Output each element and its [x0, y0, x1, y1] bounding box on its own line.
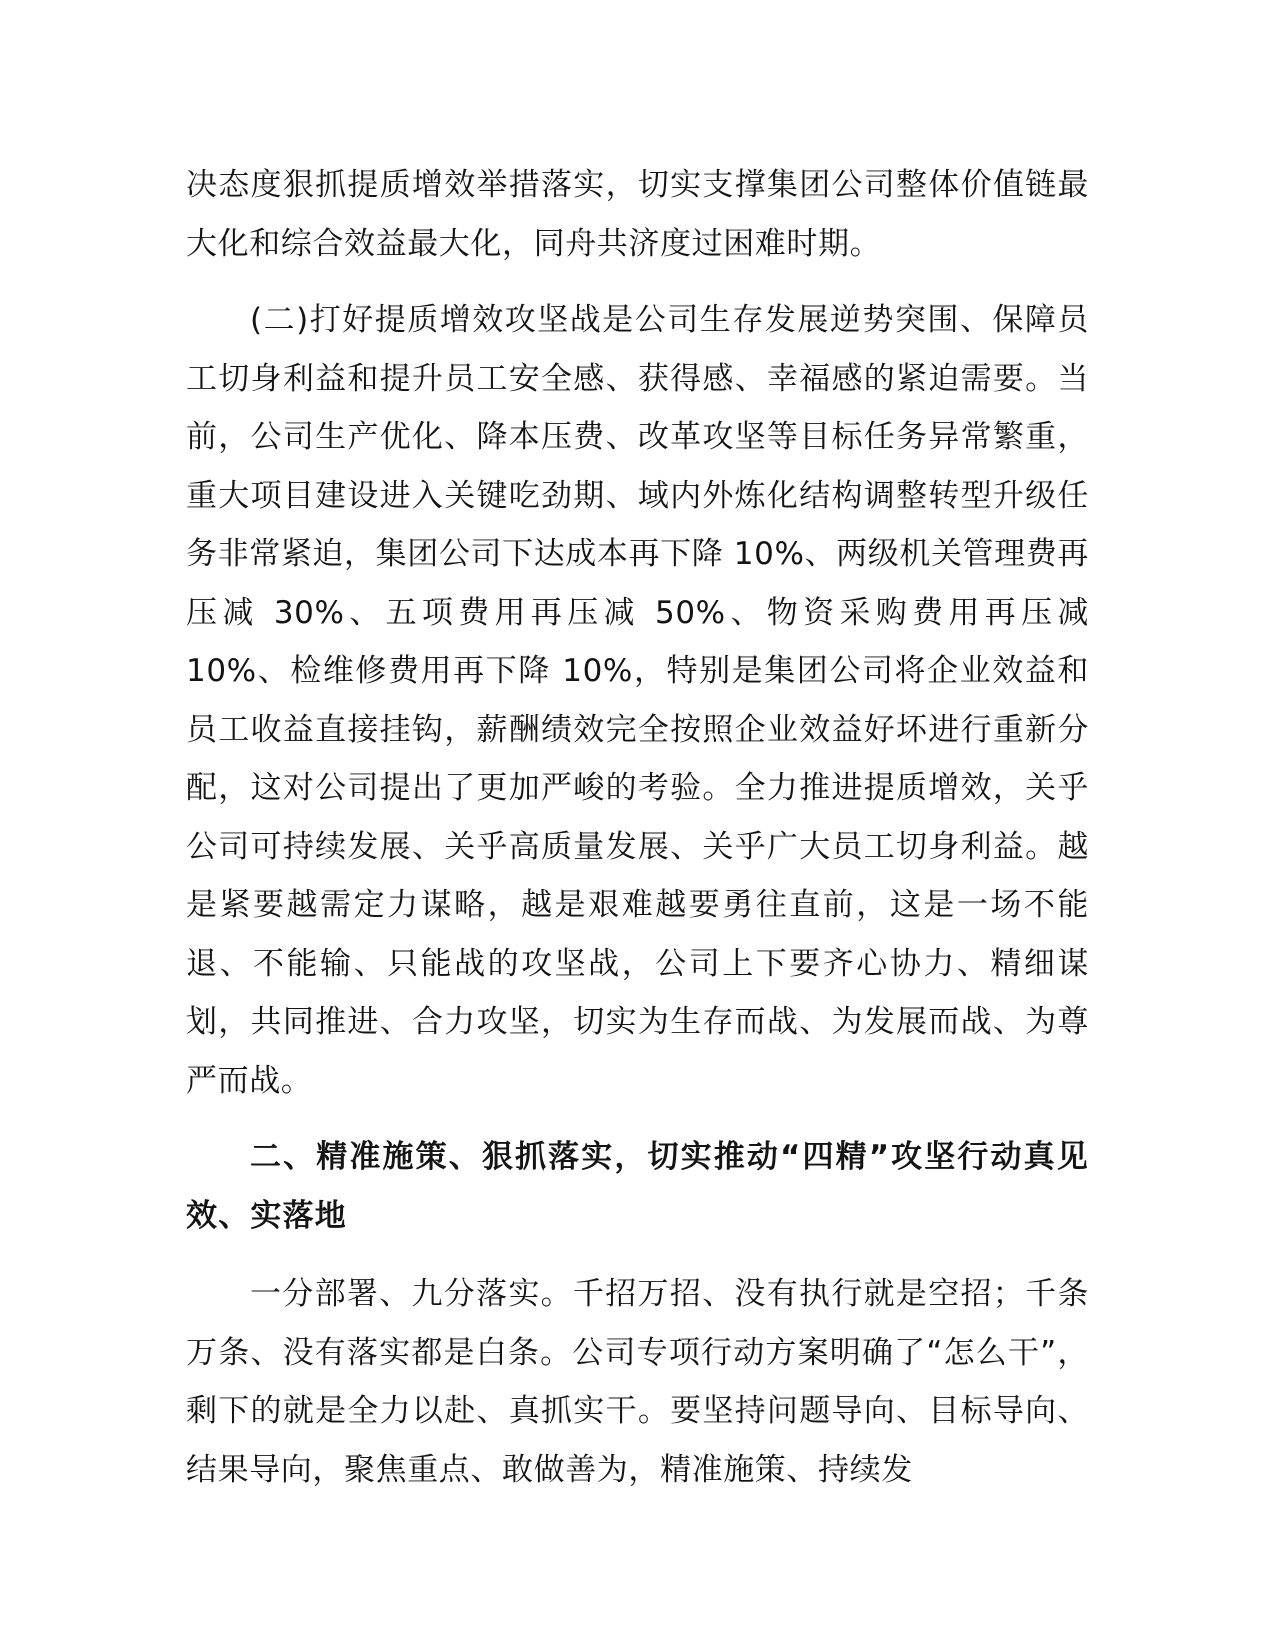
paragraph-continuation: 决态度狠抓提质增效举措落实，切实支撑集团公司整体价值链最大化和综合效益最大化，同舟共济度过困难时期。	[186, 167, 1089, 262]
paragraph-implementation: 一分部署、九分落实。千招万招、没有执行就是空招；千条万条、没有落实都是白条。公司专项行动方案明确了“怎么干”，剩下的就是全力以赴、真抓实干。要坚持问题导向、目标导向、结果导向，聚焦重点、敢做善为，精准施策、持续发	[186, 1276, 1089, 1488]
section-heading: 二、精准施策、狠抓落实，切实推动“四精”攻坚行动真见效、实落地	[186, 1139, 1089, 1234]
document-body	[186, 156, 1089, 1519]
paragraph-section-two: (二)打好提质增效攻坚战是公司生存发展逆势突围、保障员工切身利益和提升员工安全感、获得感、幸福感的紧迫需要。当前，公司生产优化、降本压费、改革攻坚等目标任务异常繁重，重大项目建设进入关键吃劲期、域内外炼化结构调整转型升级任务非常紧迫，集团公司下达成本再下降 10%、两级机关管理费再压减 30%、五项费用再压减 50%、物资采购费用再压减 10%、检维修费用再下降 10%，特别是集团公司将企业效益和员工收益直接挂钩，薪酬绩效完全按照企业效益好坏进行重新分配，这对公司提出了更加严峻的考验。全力推进提质增效，关乎公司可持续发展、关乎高质量发展、关乎广大员工切身利益。越是紧要越需定力谋略，越是艰难越要勇往直前，这是一场不能退、不能输、只能战的攻坚战，公司上下要齐心协力、精细谋划，共同推进、合力攻坚，切实为生存而战、为发展而战、为尊严而战。	[186, 302, 1089, 1099]
